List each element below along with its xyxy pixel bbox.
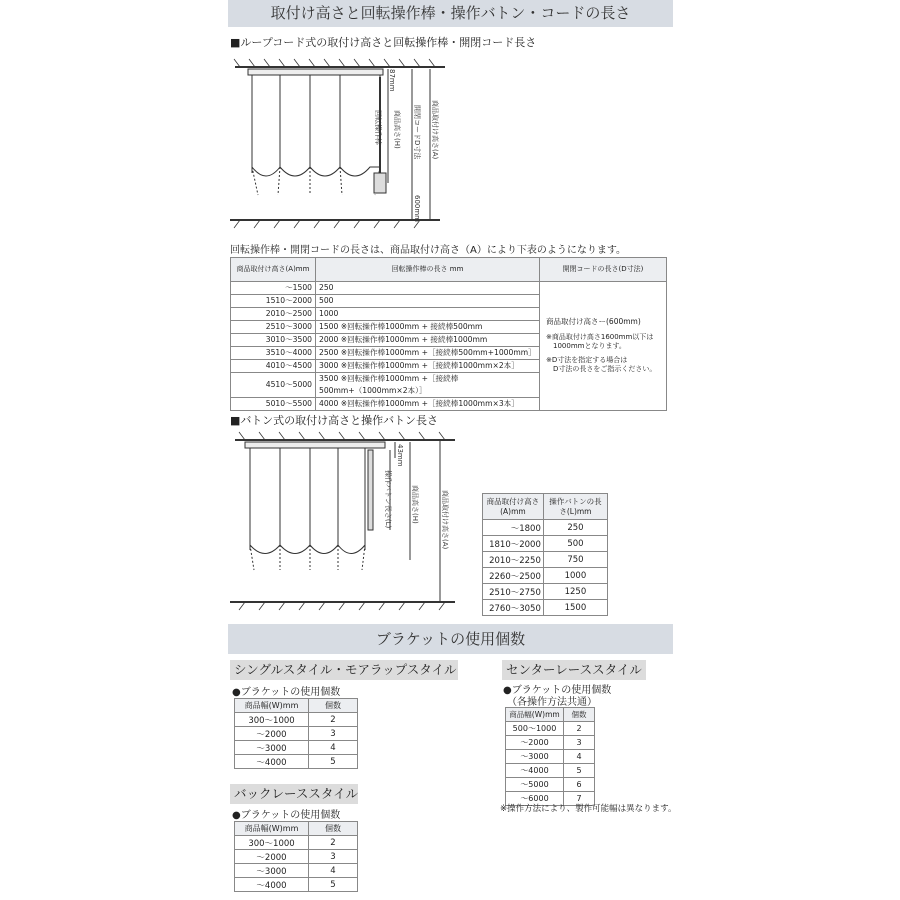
table-row: ～4000 5 <box>235 755 358 769</box>
table-row: ～4000 5 <box>506 764 595 778</box>
loop-cord-heading: ■ループコード式の取付け高さと回転操作棒・開閉コード長さ <box>230 36 537 49</box>
col-header-w: 商品幅(W)mm <box>235 822 309 836</box>
baton-length-table <box>482 493 608 616</box>
table-row: ～3000 4 <box>235 864 358 878</box>
single-style-heading: シングルスタイル・モアラップスタイル <box>230 660 458 680</box>
label-l: 操作バトン長さ(L) <box>384 470 392 529</box>
col-header-count: 個数 <box>564 708 595 722</box>
label-a2: 商品取付け高さ(A) <box>441 490 449 550</box>
label-h: 商品高さ(H) <box>393 110 401 149</box>
table-row: ～2000 3 <box>235 850 358 864</box>
table-row: 300～1000 2 <box>235 836 358 850</box>
table-row: ～1800 250 <box>483 520 608 536</box>
table-row: 2010～2500 1000 <box>231 308 667 321</box>
table-row: ～3000 4 <box>235 741 358 755</box>
table-row: 1510～2000 500 <box>231 295 667 308</box>
label-a: 商品取付け高さ(A) <box>431 100 439 160</box>
table-row: 5010～5500 4000 ※回転操作棒1000mm +［接続棒1000mm×3本］ <box>231 398 667 411</box>
col-header-count: 個数 <box>309 822 358 836</box>
back-style-heading: バックレーススタイル <box>230 784 358 804</box>
table-row: 2260～2500 1000 <box>483 568 608 584</box>
center-footnote: ※操作方法により、製作可能幅は異なります。 <box>500 804 677 814</box>
label-43mm: 43mm <box>396 444 404 467</box>
table-row: 2510～2750 1250 <box>483 584 608 600</box>
back-style-sub: ●ブラケットの使用個数 <box>232 810 341 821</box>
table-row: 300～1000 2 <box>235 713 358 727</box>
col-header-count: 個数 <box>309 699 358 713</box>
table-row: ～2000 3 <box>506 736 595 750</box>
table-row: 500～1000 2 <box>506 722 595 736</box>
table-row: ～1500 250 商品取付け高さー(600mm) ※商品取付け高さ1600mm以下は 1000mmとなります。 ※D寸法を指定する場合は D寸法の長さをご指示ください。 <box>231 282 667 295</box>
baton-diagram <box>230 430 475 615</box>
section-title-lengths: 取付け高さと回転操作棒・操作バトン・コードの長さ <box>228 0 673 27</box>
loop-cord-diagram <box>230 55 480 235</box>
table-intro: 回転操作棒・開閉コードの長さは、商品取付け高さ（A）により下表のようになります。 <box>230 245 627 256</box>
label-rod: 回転操作棒 <box>374 110 382 145</box>
col-header-l: 操作バトンの長さ(L)mm <box>543 494 607 520</box>
table-row: 3510～4000 2500 ※回転操作棒1000mm +［接続棒500mm+1000mm］ <box>231 347 667 360</box>
table-row: 4510～5000 3500 ※回転操作棒1000mm +［接続棒500mm+（1000mm×2本）］ <box>231 373 667 398</box>
col-header-rod: 回転操作棒の長さ mm <box>316 258 540 282</box>
table-row: 1810～2000 500 <box>483 536 608 552</box>
single-bracket-table <box>234 698 358 769</box>
table-row: 2760～3050 1500 <box>483 600 608 616</box>
table-row: ～5000 6 <box>506 778 595 792</box>
label-h2: 商品高さ(H) <box>411 485 419 524</box>
table-row: ～4000 5 <box>235 878 358 892</box>
label-600mm: 600mm <box>413 195 421 222</box>
label-87mm: 87mm <box>388 69 396 92</box>
back-bracket-table <box>234 821 358 892</box>
table-row: ～3000 4 <box>506 750 595 764</box>
center-style-sub: ●ブラケットの使用個数 <box>503 685 612 696</box>
table-row: 2010～2250 750 <box>483 552 608 568</box>
table-row: 4010～4500 3000 ※回転操作棒1000mm +［接続棒1000mm×2本］ <box>231 360 667 373</box>
col-header-w: 商品幅(W)mm <box>235 699 309 713</box>
col-header-w: 商品幅(W)mm <box>506 708 564 722</box>
baton-heading: ■バトン式の取付け高さと操作バトン長さ <box>230 414 438 427</box>
table-row: ～6000 7 <box>506 792 595 806</box>
table-row: 3010～3500 2000 ※回転操作棒1000mm + 接続棒1000mm <box>231 334 667 347</box>
table-row: ～2000 3 <box>235 727 358 741</box>
label-d: 開閉コードD寸法 <box>413 105 421 160</box>
table-row: 2510～3000 1500 ※回転操作棒1000mm + 接続棒500mm <box>231 321 667 334</box>
col-header-a: 商品取付け高さ(A)mm <box>483 494 544 520</box>
single-style-sub: ●ブラケットの使用個数 <box>232 687 341 698</box>
cord-length-note: 商品取付け高さー(600mm) ※商品取付け高さ1600mm以下は 1000mmとなります。 ※D寸法を指定する場合は D寸法の長さをご指示ください。 <box>540 282 667 411</box>
center-style-sub2: （各操作方法共通） <box>507 697 597 708</box>
section-title-brackets: ブラケットの使用個数 <box>228 624 673 654</box>
center-bracket-table <box>505 707 595 806</box>
col-header-d: 開閉コードの長さ(D寸法) <box>540 258 667 282</box>
rod-length-table <box>230 257 667 411</box>
center-style-heading: センターレーススタイル <box>502 660 646 680</box>
col-header-a: 商品取付け高さ(A)mm <box>231 258 316 282</box>
